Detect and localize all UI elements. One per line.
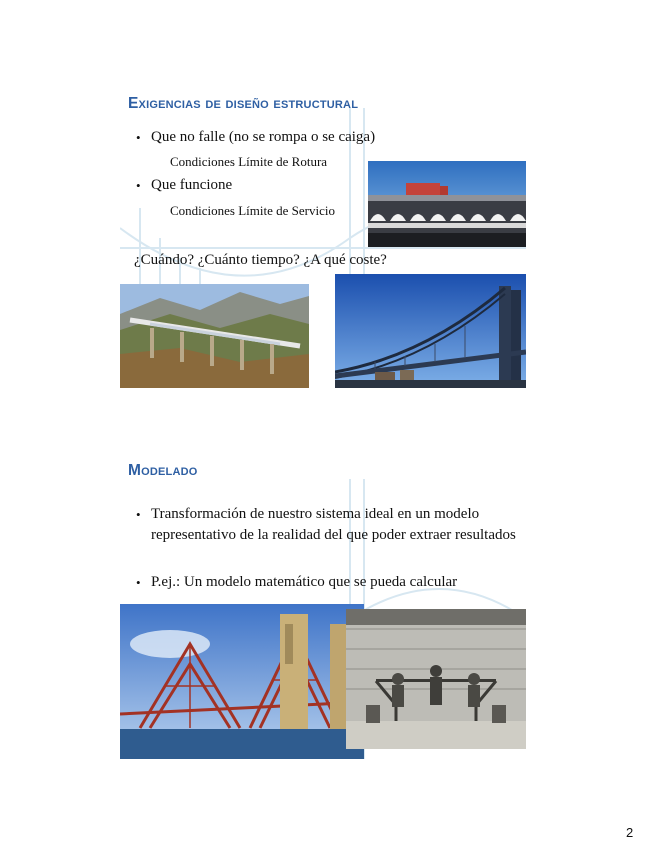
slide-1-title: Exigencias de diseño estructural bbox=[128, 95, 359, 112]
high-speed-train-viaduct-photo bbox=[120, 284, 309, 388]
bullet-symbol: • bbox=[136, 178, 141, 193]
bullet-text: Transformación de nuestro sistema ideal en un modelo representativo de la realidad del que poder extraer resultados bbox=[151, 506, 516, 543]
slide-2-title: Modelado bbox=[128, 462, 198, 479]
slide-2 bbox=[120, 459, 526, 759]
slide-1-subtext-1: Condiciones Límite de Rotura bbox=[170, 154, 328, 169]
bullet-text: P.ej.: Un modelo matemático que se pueda calcular bbox=[151, 574, 458, 590]
bullet-symbol: • bbox=[136, 130, 141, 145]
slide-1-bullet-2 bbox=[136, 175, 351, 196]
slide-1 bbox=[120, 88, 526, 388]
bullet-text: Que no falle (no se rompa o se caiga) bbox=[151, 129, 376, 145]
manhattan-bridge-photo bbox=[335, 274, 526, 388]
bullet-symbol: • bbox=[136, 575, 141, 590]
slide-2-bullet-2 bbox=[136, 572, 521, 593]
bullet-text: Que funcione bbox=[151, 177, 233, 193]
page-number: 2 bbox=[626, 825, 634, 840]
cantilever-human-model-photo bbox=[346, 609, 526, 749]
slide-1-question: ¿Cuándo? ¿Cuánto tiempo? ¿A qué coste? bbox=[134, 252, 387, 268]
slide-1-subtext-2: Condiciones Límite de Servicio bbox=[170, 203, 335, 218]
bullet-symbol: • bbox=[136, 507, 141, 522]
truck-on-bridge-photo bbox=[368, 161, 526, 247]
forth-bridge-photo bbox=[120, 604, 364, 759]
slide-1-bullet-1 bbox=[136, 127, 451, 148]
slide-2-bullet-1 bbox=[136, 504, 521, 546]
